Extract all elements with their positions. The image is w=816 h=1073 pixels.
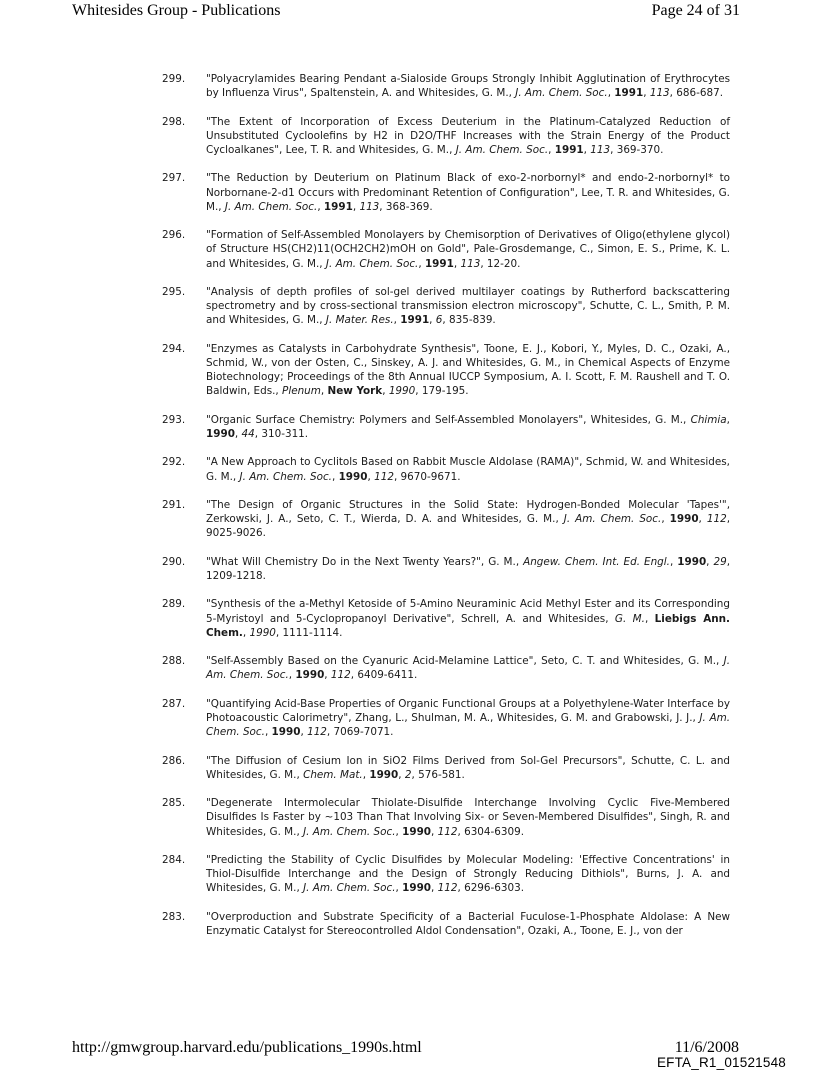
entry-authors: , Ozaki, A., Toone, E. J., von der — [521, 924, 683, 937]
entry-number: 285. — [162, 797, 186, 810]
entry-title: "Quantifying Acid-Base Properties of Organic Functional Groups at a Polyethylene-Water Interface by Photoacoustic Calorimetry" — [206, 697, 730, 724]
entry-pages: , 6296-6303. — [457, 882, 525, 895]
entry-number: 294. — [162, 342, 186, 355]
publication-entry: 298. "The Extent of Incorporation of Excess Deuterium in the Platinum-Catalyzed Reduction of Unsubstituted Cycloolefins by H2 in D2O/THF Increases with the Strain Energy of the Product Cycloalkanes", Lee, T. R. and Whitesides, G. M., J. Am. Chem. Soc., 1991, 113, 369-370. — [162, 115, 730, 156]
entry-number: 283. — [162, 910, 186, 923]
entry-authors: , Lee, T. R. and Whitesides, G. M., — [279, 144, 456, 156]
entry-year: 1991 — [614, 87, 644, 100]
entry-number: 287. — [162, 697, 186, 710]
entry-number: 292. — [162, 456, 186, 469]
entry-place: New York — [327, 385, 383, 398]
entry-volume: 113 — [590, 144, 611, 156]
entry-pages: , 310-311. — [254, 427, 309, 440]
entry-year: 1990 — [677, 555, 707, 568]
entry-volume: 6 — [435, 314, 443, 327]
entry-title: "Synthesis of the a-Methyl Ketoside of 5-Amino Neuraminic Acid Methyl Ester and its Corresponding 5-Myristoyl and 5-Cyclopropanoyl Derivative" — [206, 598, 730, 625]
entry-number: 284. — [162, 853, 186, 866]
publication-entry: 291. "The Design of Organic Structures in the Solid State: Hydrogen-Bonded Molecular 'Tapes'", Zerkowski, J. A., Seto, C. T., Wierda, D. A. and Whitesides, G. M., J. Am. Chem. Soc., 1990, 112, 9025-9026. — [162, 498, 731, 540]
entry-volume: 112 — [307, 726, 327, 739]
entry-number: 291. — [162, 498, 186, 511]
entry-journal: J. Am. Chem. Soc. — [206, 655, 730, 682]
entry-year: 1990 — [338, 470, 368, 483]
entry-title: "Formation of Self-Assembled Monolayers by Chemisorption of Derivatives of Oligo(ethylene glycol) of Structure HS(CH2)11(OCH2CH2)mOH on Gold" — [206, 229, 730, 256]
entry-year: 1990 — [295, 669, 325, 682]
entry-authors: , Seto, C. T. and Whitesides, G. M., — [533, 655, 724, 668]
entry-volume: 112 — [437, 882, 458, 895]
entry-volume: 113 — [460, 257, 481, 270]
entry-publisher: Plenum — [282, 385, 321, 398]
footer-document-id: EFTA_R1_01521548 — [656, 1055, 786, 1070]
entry-pages: , 686-687. — [669, 87, 723, 100]
entry-authors: , Spaltenstein, A. and Whitesides, G. M., — [303, 87, 516, 100]
entry-pages: , 179-195. — [415, 385, 469, 398]
publication-entry: 284. "Predicting the Stability of Cyclic Disulfides by Molecular Modeling: 'Effective Concentrations' in Thiol-Disulfide Interchange and the Design of Strongly Reducing Dithiols", Burns, J. A. and Whitesides, G. M., J. Am. Chem. Soc., 1990, 112, 6296-6303. — [162, 853, 731, 895]
entry-year: 1990 — [271, 726, 301, 739]
entry-journal: J. Am. Chem. Soc. — [455, 144, 549, 156]
entry-volume: 2 — [404, 768, 412, 781]
entry-title: "Analysis of depth profiles of sol-gel derived multilayer coatings by Rutherford backscattering spectrometry and by cross-sectional transmission electron microscopy" — [206, 285, 730, 313]
entry-title: "A New Approach to Cyclitols Based on Rabbit Muscle Aldolase (RAMA)" — [206, 456, 580, 469]
entry-volume: 113 — [359, 200, 380, 213]
entry-title: "Self-Assembly Based on the Cyanuric Acid-Melamine Lattice" — [206, 655, 534, 668]
entry-journal: Chem. Mat. — [303, 768, 363, 781]
footer-url: http://gmwgroup.harvard.edu/publications_1990s.html — [72, 1039, 422, 1056]
publication-list — [162, 72, 730, 952]
entry-authors: , Schutte, C. L., Smith, P. M. and Whitesides, G. M., — [206, 300, 730, 327]
entry-pages: , 9670-9671. — [393, 470, 461, 483]
entry-volume: 1990 — [249, 626, 276, 639]
entry-year: 1991 — [323, 200, 353, 213]
publication-entry: 286. "The Diffusion of Cesium Ion in SiO2 Films Derived from Sol-Gel Precursors", Schutte, C. L. and Whitesides, G. M., Chem. Mat., 1990, 2, 576-581. — [162, 754, 730, 781]
entry-number: 299. — [162, 73, 186, 85]
entry-pages: , 368-369. — [379, 200, 433, 213]
publication-entry: 288. "Self-Assembly Based on the Cyanuric Acid-Melamine Lattice", Seto, C. T. and Whitesides, G. M., J. Am. Chem. Soc., 1990, 112, 6409-6411. — [162, 655, 730, 682]
entry-authors: , Zerkowski, J. A., Seto, C. T., Wierda, D. A. and Whitesides, G. M., — [206, 498, 730, 526]
entry-authors: , Schrell, A. and Whitesides, — [451, 612, 615, 625]
entry-authors: , Lee, T. R. and Whitesides, G. M., — [206, 186, 730, 213]
publication-entry: 287. "Quantifying Acid-Base Properties of Organic Functional Groups at a Polyethylene-Water Interface by Photoacoustic Calorimetry", Zhang, L., Shulman, M. A., Whitesides, G. M. and Grabowski, J. J., J. Am. Chem. Soc., 1990, 112, 7069-7071. — [162, 697, 731, 739]
publication-entry: 297. "The Reduction by Deuterium on Platinum Black of exo-2-norbornyl* and endo-2-norbornyl* to Norbornane-2-d1 Occurs with Predominant Retention of Configuration", Lee, T. R. and Whitesides, G. M., J. Am. Chem. Soc., 1991, 113, 368-369. — [162, 172, 730, 213]
publication-entry — [162, 910, 730, 938]
entry-number: 290. — [162, 555, 186, 568]
entry-title: "The Extent of Incorporation of Excess Deuterium in the Platinum-Catalyzed Reduction of Unsubstituted Cycloolefins by H2 in D2O/THF Increases with the Strain Energy of the Product Cycloalkanes" — [206, 115, 730, 156]
publication-entry: 294. "Enzymes as Catalysts in Carbohydrate Synthesis", Toone, E. J., Kobori, Y., Myles, D. C., Ozaki, A., Schmid, W., von der Osten, C., Sinskey, A. J. and Whitesides, G. M., in Chemical Aspects of Enzyme Biotechnology; Proceedings of the 8th Annual IUCCP Symposium, A. I. Scott, F. M. Raushell and T. O. Baldwin, Eds., Plenum, New York, 1990, 179-195. — [162, 342, 731, 398]
entry-number: 286. — [162, 754, 186, 767]
entry-year: 1990 — [388, 385, 416, 398]
entry-journal: J. Am. Chem. Soc. — [224, 200, 318, 213]
entry-year: 1990 — [402, 882, 432, 895]
entry-volume: 112 — [706, 513, 727, 526]
entry-volume: 29 — [713, 555, 727, 568]
publication-entry: 293. "Organic Surface Chemistry: Polymers and Self-Assembled Monolayers", Whitesides, G. M., Chimia, 1990, 44, 310-311. — [162, 413, 730, 440]
entry-year: 1990 — [369, 768, 399, 781]
entry-journal: J. Am. Chem. Soc. — [515, 87, 608, 100]
entry-title: "Enzymes as Catalysts in Carbohydrate Synthesis" — [206, 342, 477, 355]
entry-journal: J. Am. Chem. Soc. — [303, 825, 396, 838]
entry-year: 1990 — [669, 513, 699, 526]
entry-title: "Organic Surface Chemistry: Polymers and Self-Assembled Monolayers" — [206, 413, 584, 426]
entry-authors: , Schutte, C. L. and Whitesides, G. M., — [206, 754, 730, 781]
entry-journal: Chimia — [690, 413, 727, 426]
entry-authors: , Pale-Grosdemange, C., Simon, E. S., Prime, K. L. and Whitesides, G. M., — [206, 243, 730, 270]
page-header-page-number: Page 24 of 31 — [651, 2, 740, 19]
entry-number: 295. — [162, 285, 186, 298]
entry-title: "The Reduction by Deuterium on Platinum Black of exo-2-norbornyl* and endo-2-norbornyl* to Norbornane-2-d1 Occurs with Predominant Retention of Configuration" — [206, 172, 730, 199]
entry-title: "Predicting the Stability of Cyclic Disulfides by Molecular Modeling: 'Effective Concentrations' in Thiol-Disulfide Interchange and the Design of Strongly Reducing Dithiols" — [206, 853, 730, 881]
entry-authors: , Toone, E. J., Kobori, Y., Myles, D. C., Ozaki, A., Schmid, W., von der Osten, C., Sinskey, A. J. and Whitesides, G. M., in Chemical Aspects of Enzyme Biotechnology; Proceedings of the 8th Annual IUCCP Symposium, A. I. Scott, F. M. Raushell and T. O. Baldwin, Eds., — [206, 342, 731, 398]
entry-year: 1991 — [554, 144, 584, 156]
entry-title: "What Will Chemistry Do in the Next Twenty Years?" — [206, 555, 481, 568]
entry-number: 289. — [162, 598, 186, 611]
entry-title: "The Design of Organic Structures in the Solid State: Hydrogen-Bonded Molecular 'Tapes'" — [206, 498, 727, 511]
publication-entry: 295. "Analysis of depth profiles of sol-gel derived multilayer coatings by Rutherford backscattering spectrometry and by cross-sectional transmission electron microscopy", Schutte, C. L., Smith, P. M. and Whitesides, G. M., J. Mater. Res., 1991, 6, 835-839. — [162, 285, 730, 327]
entry-journal: J. Am. Chem. Soc. — [206, 711, 731, 739]
entry-pages: , 6304-6309. — [457, 825, 525, 838]
entry-title: "Overproduction and Substrate Specificity of a Bacterial Fuculose-1-Phosphate Aldolase: A New Enzymatic Catalyst for Stereocontrolled Aldol Condensation" — [206, 910, 730, 937]
entry-journal: J. Am. Chem. Soc. — [303, 882, 396, 895]
entry-journal: J. Am. Chem. Soc. — [563, 513, 662, 526]
entry-year: 1991 — [424, 257, 454, 270]
publication-entry: 290. "What Will Chemistry Do in the Next Twenty Years?", G. M., Angew. Chem. Int. Ed. Engl., 1990, 29, 1209-1218. — [162, 555, 731, 582]
entry-volume: 112 — [330, 669, 351, 682]
publication-entry: 296. "Formation of Self-Assembled Monolayers by Chemisorption of Derivatives of Oligo(ethylene glycol) of Structure HS(CH2)11(OCH2CH2)mOH on Gold", Pale-Grosdemange, C., Simon, E. S., Prime, K. L. and Whitesides, G. M., J. Am. Chem. Soc., 1991, 113, 12-20. — [162, 229, 730, 270]
entry-pages: , 7069-7071. — [326, 726, 394, 739]
entry-pages: , 1111-1114. — [275, 626, 343, 639]
entry-authors: , G. M., — [480, 555, 524, 568]
entry-volume: 112 — [374, 470, 394, 483]
entry-pages: , 369-370. — [610, 144, 664, 156]
publication-entry: 285. "Degenerate Intermolecular Thiolate-Disulfide Interchange Involving Cyclic Five-Membered Disulfides Is Faster by ~103 Than That Involving Six- or Seven-Membered Disulfides", Singh, R. and Whitesides, G. M., J. Am. Chem. Soc., 1990, 112, 6304-6309. — [162, 797, 730, 838]
entry-authors: , Burns, J. A. and Whitesides, G. M., — [206, 868, 731, 895]
entry-journal: J. Am. Chem. Soc. — [239, 470, 332, 483]
publication-entry: 299. "Polyacrylamides Bearing Pendant a-Sialoside Groups Strongly Inhibit Agglutination of Erythrocytes by Influenza Virus", Spaltenstein, A. and Whitesides, G. M., J. Am. Chem. Soc., 1991, 113, 686-687. — [162, 73, 730, 100]
entry-year: 1991 — [400, 314, 430, 327]
footer-date: 11/6/2008 — [674, 1039, 739, 1056]
entry-year: 1990 — [402, 825, 432, 838]
entry-pages: , 1209-1218. — [206, 555, 731, 582]
entry-volume: 113 — [649, 87, 670, 100]
entry-journal: Angew. Chem. Int. Ed. Engl. — [523, 555, 670, 568]
publication-entry: 292. "A New Approach to Cyclitols Based on Rabbit Muscle Aldolase (RAMA)", Schmid, W. and Whitesides, G. M., J. Am. Chem. Soc., 1990, 112, 9670-9671. — [162, 456, 730, 483]
entry-number: 298. — [162, 115, 186, 128]
entry-authors: , Zhang, L., Shulman, M. A., Whitesides, G. M. and Grabowski, J. J., — [348, 711, 700, 724]
entry-title: "The Diffusion of Cesium Ion in SiO2 Films Derived from Sol-Gel Precursors" — [206, 754, 623, 767]
entry-authors: , Singh, R. and Whitesides, G. M., — [206, 811, 730, 838]
entry-title: "Polyacrylamides Bearing Pendant a-Sialoside Groups Strongly Inhibit Agglutination of Erythrocytes by Influenza Virus" — [206, 73, 730, 100]
entry-pages: , 835-839. — [442, 314, 496, 327]
entry-title: "Degenerate Intermolecular Thiolate-Disulfide Interchange Involving Cyclic Five-Membered Disulfides Is Faster by ~103 Than That Involving Six- or Seven-Membered Disulfides" — [206, 797, 730, 824]
entry-pages: , 6409-6411. — [350, 669, 418, 682]
entry-pages: , 9025-9026. — [206, 513, 731, 540]
publication-entry: 289. "Synthesis of the a-Methyl Ketoside of 5-Amino Neuraminic Acid Methyl Ester and its Corresponding 5-Myristoyl and 5-Cyclopropanoyl Derivative", Schrell, A. and Whitesides, G. M., Liebigs Ann. Chem., 1990, 1111-1114. — [162, 598, 730, 639]
entry-volume: 44 — [241, 427, 255, 440]
entry-year: 1990 — [206, 427, 235, 440]
entry-number: 293. — [162, 413, 186, 426]
entry-number: 288. — [162, 655, 186, 668]
entry-authors-italic: G. M. — [614, 612, 645, 625]
entry-pages: , 576-581. — [411, 768, 465, 781]
page-header-title: Whitesides Group - Publications — [72, 2, 281, 19]
entry-volume: 112 — [437, 825, 458, 838]
entry-journal: J. Mater. Res. — [325, 314, 394, 327]
entry-authors: , Schmid, W. and Whitesides, G. M., — [206, 456, 730, 483]
entry-journal: Liebigs Ann. Chem. — [206, 612, 730, 639]
entry-number: 297. — [162, 172, 186, 185]
entry-pages: , 12-20. — [480, 257, 521, 270]
entry-number: 296. — [162, 229, 186, 242]
entry-journal: J. Am. Chem. Soc. — [325, 257, 419, 270]
entry-authors: , Whitesides, G. M., — [583, 413, 691, 426]
